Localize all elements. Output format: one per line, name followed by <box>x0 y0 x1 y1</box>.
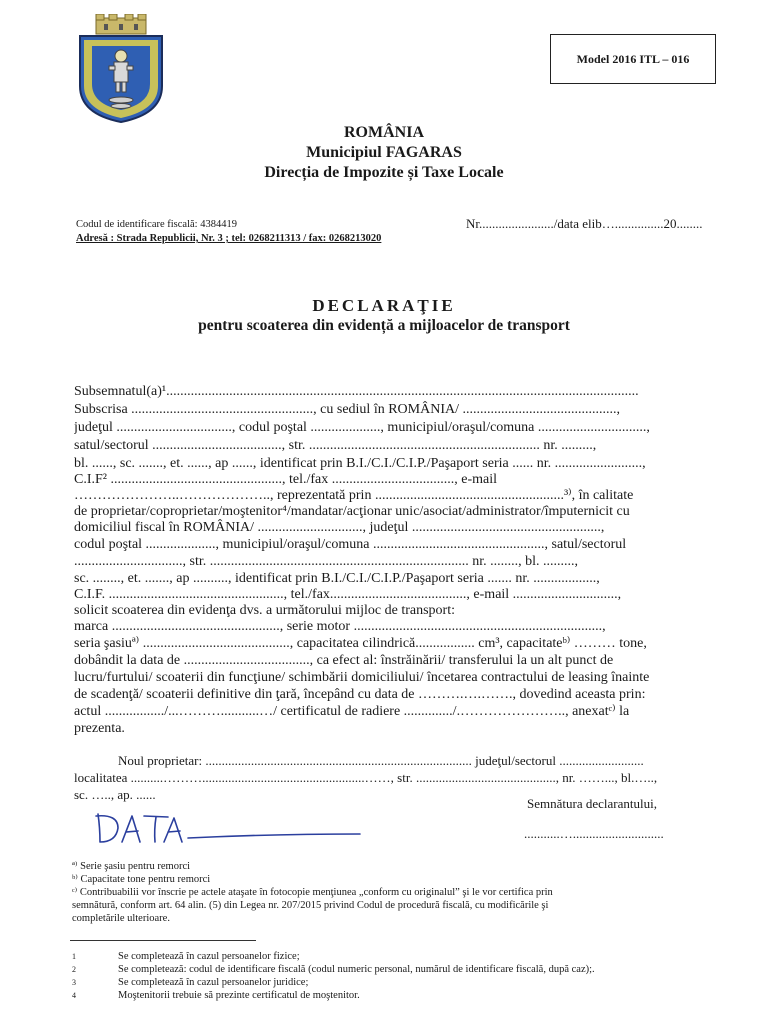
footnote-text: Se completează în cazul persoanelor fizice; <box>118 951 300 962</box>
note-a: ª⁾ Serie şasiu pentru remorci <box>72 861 191 872</box>
coat-of-arms-logo <box>74 14 168 124</box>
body-line: prezenta. <box>74 721 125 736</box>
municipality-title: Municipiul FAGARAS <box>306 144 462 161</box>
body-line: judeţul ................................., codul poştal ...................., municipiul/oraşul/comuna ..............................., <box>74 420 650 435</box>
footnote-number: 4 <box>72 991 76 1000</box>
new-owner-locality-line: localitatea ..........………..................................................……, str. ..........................................., nr. ……..., bl.….., <box>74 770 658 785</box>
body-line: …………………..……………….., reprezentată prin ......................................................³⁾, în calitate <box>74 488 634 503</box>
document-title: DECLARAŢIE <box>312 296 456 315</box>
body-line: C.I.F² ................................................., tel./fax ..................................., e-mail <box>74 472 498 487</box>
body-line: Subsemnatul(a)¹....................................................................................................................................... <box>74 384 639 399</box>
new-owner-line: Noul proprietar: .................................................................................. judeţul/sectorul .......................... <box>118 753 644 768</box>
signature-label: Semnătura declarantului, <box>527 796 657 811</box>
footnote-text: Se completează: codul de identificare fiscală (codul numeric personal, numărul de identificare fiscală, după caz);. <box>118 964 595 975</box>
footnote-number: 3 <box>72 978 76 987</box>
note-c: ᶜ⁾ Contribuabilii vor înscrie pe actele ataşate în fotocopie menţiunea „conform cu originalul” şi le vor certifica prin <box>72 887 553 898</box>
address-line: Adresă : Strada Republicii, Nr. 3 ; tel: 0268211313 / fax: 0268213020 <box>76 233 382 244</box>
body-line: satul/sectorul ....................................., str. .................................................................. nr. ........., <box>74 438 597 453</box>
directorate-title: Direcția de Impozite și Taxe Locale <box>264 164 504 181</box>
new-owner-staircase-line: sc. ….., ap. ...... <box>74 787 156 802</box>
body-line: sc. ........, et. ......., ap .........., identificat prin B.I./C.I./C.I.P./Paşaport seria ....... nr. .................., <box>74 571 600 586</box>
model-code-box <box>550 34 716 84</box>
note-c-end: completările ulterioare. <box>72 913 170 924</box>
body-line: de scadenţă/ scoaterii definitive din ţară, începând cu data de ……….….……., dovedind aceasta prin: <box>74 687 646 702</box>
body-line: domiciliul fiscal în ROMÂNIA/ .............................., judeţul ......................................................, <box>74 520 605 535</box>
footnote-text: Moştenitorii trebuie să prezinte certificatul de moştenitor. <box>118 990 360 1001</box>
body-line: seria şasiuª⁾ .........................................., capacitatea cilindrică................. cm³, capacitateᵇ⁾ ……… tone, <box>74 636 647 651</box>
handwritten-date-signature <box>92 808 372 850</box>
number-date-field: Nr......................./data elib…...............20........ <box>466 216 703 231</box>
footnote-divider <box>70 940 256 941</box>
footnote-number: 2 <box>72 965 76 974</box>
country-title: ROMÂNIA <box>344 124 424 141</box>
body-line: solicit scoaterea din evidenţa dvs. a următorului mijloc de transport: <box>74 603 456 618</box>
body-line: actul ................./...………...........…/ certificatul de radiere ............../.………………….., anexatᶜ⁾ la <box>74 704 630 719</box>
body-line: C.I.F. .................................................., tel./fax......................................., e-mail .............................., <box>74 587 622 602</box>
footnote-text: Se completează în cazul persoanelor juridice; <box>118 977 309 988</box>
body-line: de proprietar/coproprietar/moştenitor⁴/mandatar/acţionar unic/asociat/administrator/împuternicit cu <box>74 504 630 519</box>
document-subtitle: pentru scoaterea din evidență a mijloacelor de transport <box>198 317 570 334</box>
note-b: ᵇ⁾ Capacitate tone pentru remorci <box>72 874 211 885</box>
body-line: Subscrisa ...................................................., cu sediul în ROMÂNIA/ ............................................, <box>74 402 620 417</box>
body-line: codul poştal ...................., municipiul/oraşul/comuna ................................................., satul/sectorul <box>74 537 627 552</box>
footnote-number: 1 <box>72 952 76 961</box>
body-line: ..............................., str. .......................................................................... nr. ........, bl. ........., <box>74 554 579 569</box>
model-code: Model 2016 ITL – 016 <box>576 51 690 66</box>
body-line: bl. ......, sc. ......., et. ......, ap ......, identificat prin B.I./C.I./C.I.P./Paşaport seria ...... nr. ........................., <box>74 456 646 471</box>
body-line: marca ................................................, serie motor ......................................................................., <box>74 619 606 634</box>
fiscal-code-line: Codul de identificare fiscală: 4384419 <box>76 219 237 230</box>
body-line: dobândit la data de ...................................., ca efect al: înstrăinării/ transferului la un alt punct de <box>74 653 614 668</box>
body-line: lucru/furtului/ scoaterii din funcţiune/ schimbării domiciliului/ încetarea contractului de leasing înainte <box>74 670 650 685</box>
signature-line: ...........…............................ <box>524 826 664 841</box>
note-c-continued: semnătură, conform art. 64 alin. (5) din Legea nr. 207/2015 privind Codul de procedură fiscală, cu modificările şi <box>72 900 549 911</box>
